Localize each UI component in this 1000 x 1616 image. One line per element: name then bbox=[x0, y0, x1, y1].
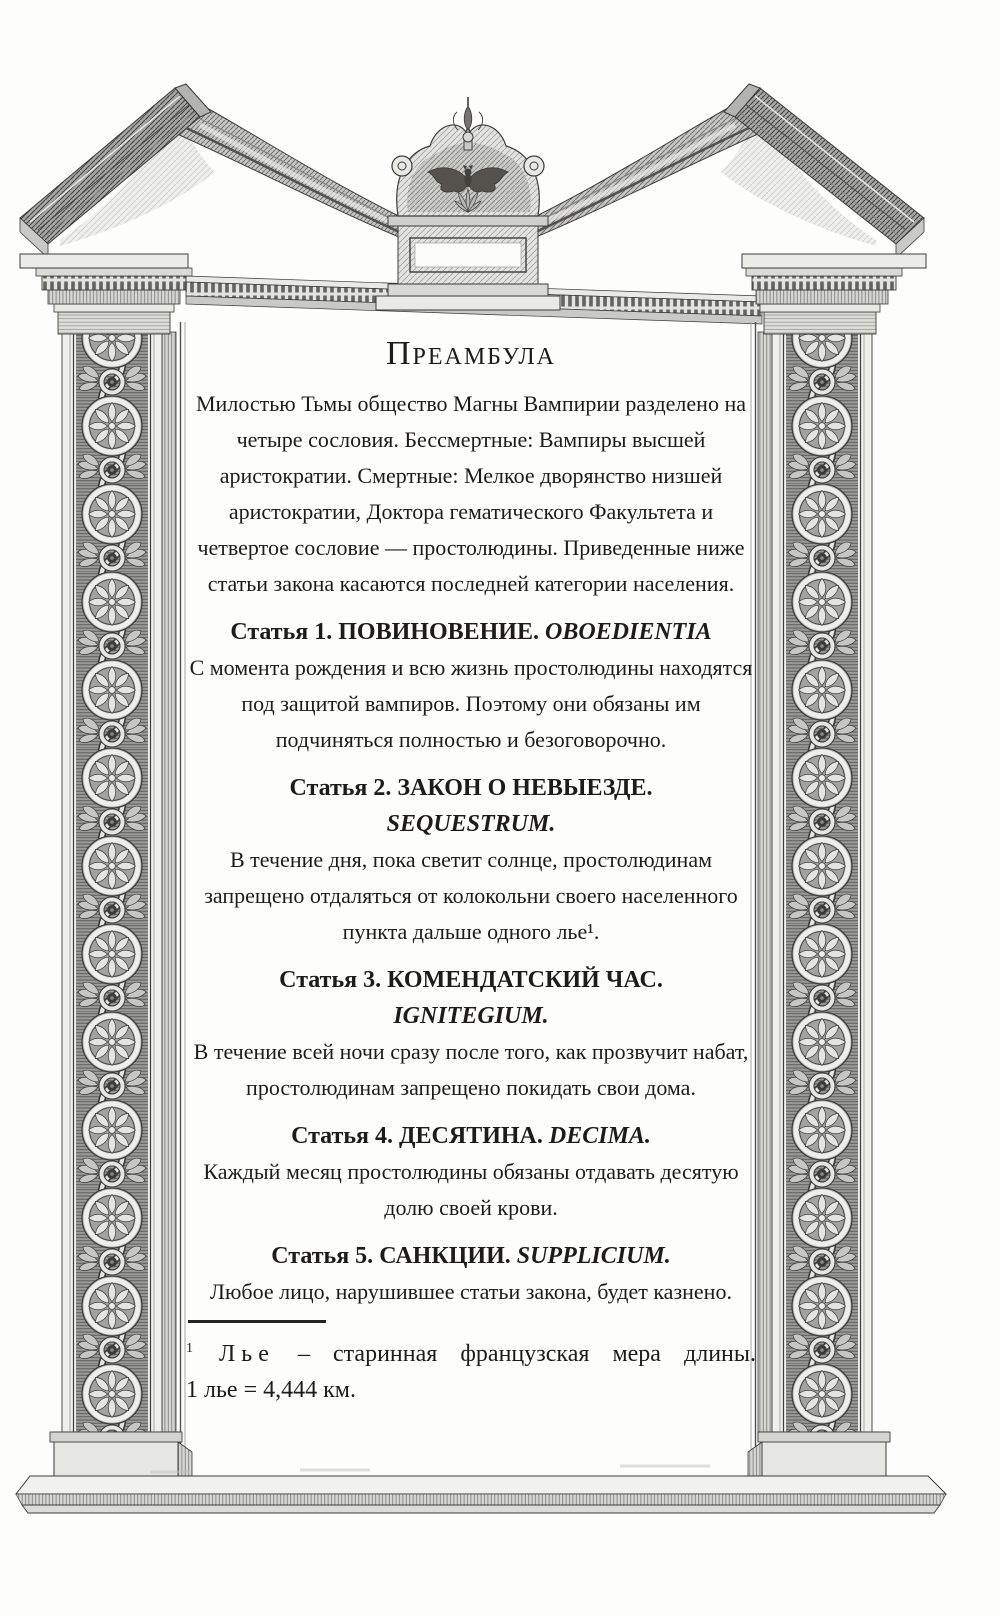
footnote-line-1 bbox=[186, 1331, 756, 1372]
pediment-left bbox=[20, 84, 436, 258]
article-number: Статья 1. bbox=[230, 619, 333, 645]
footnote-definition: – старинная французская мера длины. bbox=[297, 1341, 756, 1367]
article-3-heading bbox=[186, 962, 756, 1034]
left-pedestal bbox=[50, 1432, 192, 1476]
footnote-rule bbox=[188, 1320, 326, 1323]
article-title-latin: OBOEDIENTIA bbox=[544, 619, 712, 645]
article-title-latin: DECIMA. bbox=[548, 1123, 651, 1149]
article-title-ru: КОМЕНДАТСКИЙ ЧАС. bbox=[387, 967, 663, 993]
article-5-body: Любое лицо, нарушившее статьи закона, будет казнено. bbox=[210, 1279, 732, 1304]
right-capital bbox=[742, 254, 926, 334]
right-pilaster bbox=[742, 254, 926, 1476]
article-4 bbox=[186, 1118, 756, 1226]
article-number: Статья 4. bbox=[291, 1123, 394, 1149]
footnote-line-2: 1 лье = 4,444 км. bbox=[186, 1377, 356, 1403]
article-title-ru: ДЕСЯТИНА. bbox=[399, 1123, 543, 1149]
left-pilaster bbox=[20, 254, 192, 1476]
footnote bbox=[186, 1320, 756, 1408]
article-title-ru: ПОВИНОВЕНИЕ. bbox=[338, 619, 539, 645]
article-title-latin: SUPPLICIUM. bbox=[516, 1243, 671, 1269]
article-number: Статья 3. bbox=[279, 967, 382, 993]
footnote-term: Лье bbox=[219, 1341, 275, 1367]
page-title: Преамбула bbox=[385, 335, 557, 372]
article-5-heading bbox=[186, 1238, 756, 1274]
article-1 bbox=[186, 614, 756, 758]
right-pedestal bbox=[748, 1432, 890, 1476]
article-number: Статья 2. bbox=[289, 775, 392, 801]
article-1-heading bbox=[186, 614, 756, 650]
left-capital bbox=[20, 254, 192, 334]
law-text bbox=[186, 332, 756, 1408]
central-cartouche bbox=[376, 97, 560, 310]
article-5 bbox=[186, 1238, 756, 1310]
article-4-heading bbox=[186, 1118, 756, 1154]
article-title-ru: ЗАКОН О НЕВЫЕЗДЕ. bbox=[397, 775, 653, 801]
article-2 bbox=[186, 770, 756, 950]
footnote-marker: 1 bbox=[186, 1341, 193, 1356]
blank-title-panel bbox=[415, 243, 521, 267]
article-4-body: Каждый месяц простолюдины обязаны отдавать десятую долю своей крови. bbox=[203, 1159, 739, 1220]
article-title-latin: IGNITEGIUM. bbox=[393, 1003, 549, 1029]
article-2-body: В течение дня, пока светит солнце, простолюдинам запрещено отдаляться от колокольни своего населенного пункта дальше одного лье¹. bbox=[204, 847, 738, 944]
article-3 bbox=[186, 962, 756, 1106]
article-2-heading bbox=[186, 770, 756, 842]
pediment-right bbox=[499, 84, 924, 258]
article-number: Статья 5. bbox=[271, 1243, 374, 1269]
article-title-latin: SEQUESTRUM. bbox=[386, 811, 556, 837]
article-1-body: С момента рождения и всю жизнь простолюдины находятся под защитой вампиров. Поэтому они обязаны им подчиняться полностью и безоговорочно. bbox=[189, 655, 753, 752]
article-title-ru: САНКЦИИ. bbox=[379, 1243, 511, 1269]
article-3-body: В течение всей ночи сразу после того, как прозвучит набат, простолюдинам запрещено покидать свои дома. bbox=[193, 1039, 749, 1100]
preamble-paragraph: Милостью Тьмы общество Магны Вампирии разделено на четыре сословия. Бессмертные: Вампиры высшей аристократии. Смертные: Мелкое дворянство низшей аристократии, Доктора гематического Факультета и четвертое сословие — простолюдины. Приведенные ниже статьи закона касаются последней категории населения. bbox=[196, 391, 746, 596]
